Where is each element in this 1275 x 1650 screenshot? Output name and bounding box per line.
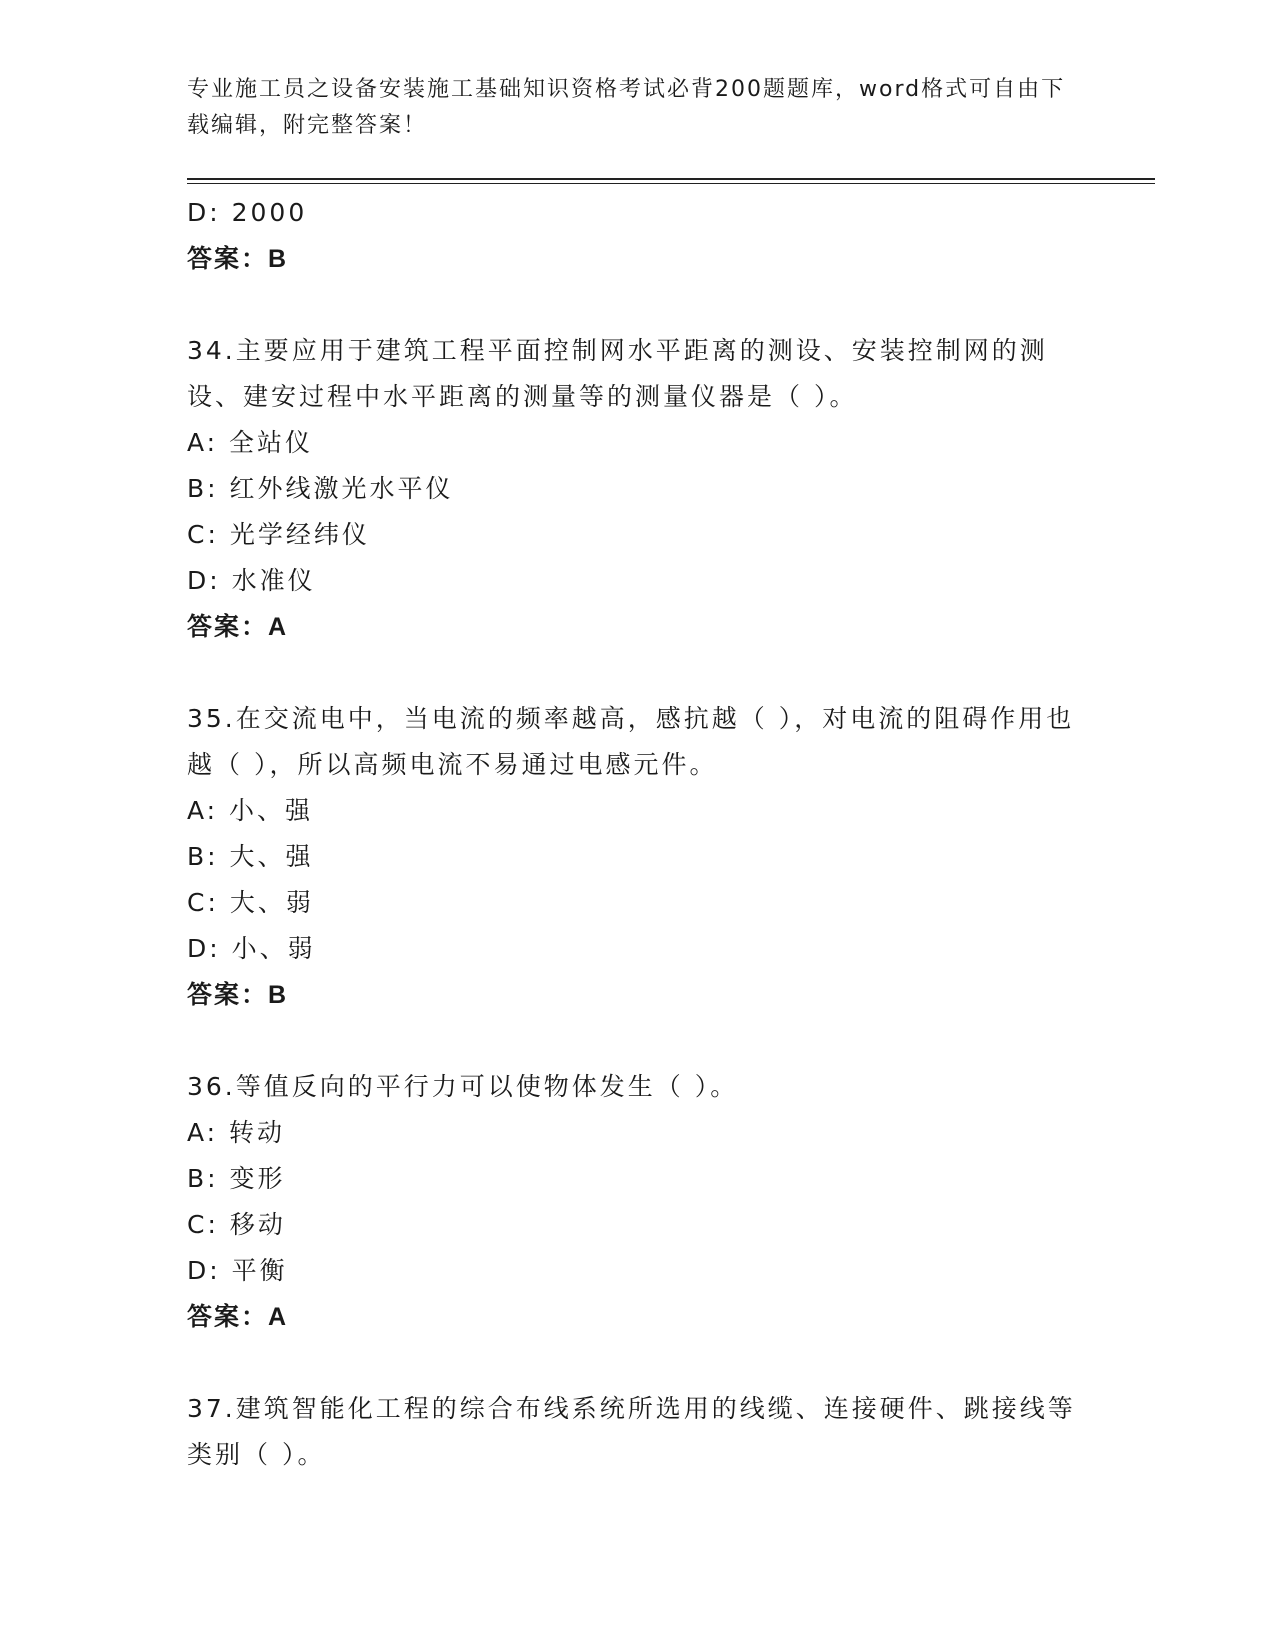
answer-line: 答案：A	[187, 1303, 289, 1331]
option-a: A: 全站仪	[187, 428, 314, 457]
option-d: D: 小、弱	[187, 934, 316, 963]
option-a: A: 小、强	[187, 796, 314, 825]
question-text: 35.在交流电中，当电流的频率越高，感抗越（ ），对电流的阻碍作用也越（ ），所以高频电流不易通过电感元件。	[187, 704, 1075, 779]
header-rule	[187, 178, 1155, 184]
spacer	[187, 1018, 1087, 1064]
question-36	[187, 1064, 1087, 1340]
option-c: C: 大、弱	[187, 888, 314, 917]
page-header: 专业施工员之设备安装施工基础知识资格考试必背200题题库，word格式可自由下载编辑，附完整答案！	[187, 77, 1066, 138]
question-text: 34.主要应用于建筑工程平面控制网水平距离的测设、安装控制网的测设、建安过程中水平距离的测量等的测量仪器是（ ）。	[187, 336, 1048, 411]
question-37	[187, 1386, 1087, 1478]
spacer	[187, 650, 1087, 696]
spacer	[187, 1340, 1087, 1386]
option-d: D: 水准仪	[187, 566, 316, 595]
option-a: A: 转动	[187, 1118, 286, 1147]
question-34	[187, 328, 1087, 650]
option-c: C: 移动	[187, 1210, 286, 1239]
question-text: 37.建筑智能化工程的综合布线系统所选用的线缆、连接硬件、跳接线等类别（ ）。	[187, 1394, 1076, 1469]
option-b: B: 变形	[187, 1164, 286, 1193]
answer-line: 答案：B	[187, 981, 289, 1009]
option-d: D: 2000	[187, 198, 308, 227]
document-body	[187, 190, 1087, 1478]
answer-line: 答案：A	[187, 613, 289, 641]
spacer	[187, 282, 1087, 328]
option-c: C: 光学经纬仪	[187, 520, 370, 549]
option-d: D: 平衡	[187, 1256, 288, 1285]
option-b: B: 大、强	[187, 842, 314, 871]
question-text: 36.等值反向的平行力可以使物体发生（ ）。	[187, 1072, 739, 1101]
option-b: B: 红外线激光水平仪	[187, 474, 454, 503]
answer-line: 答案：B	[187, 245, 289, 273]
question-35	[187, 696, 1087, 1018]
